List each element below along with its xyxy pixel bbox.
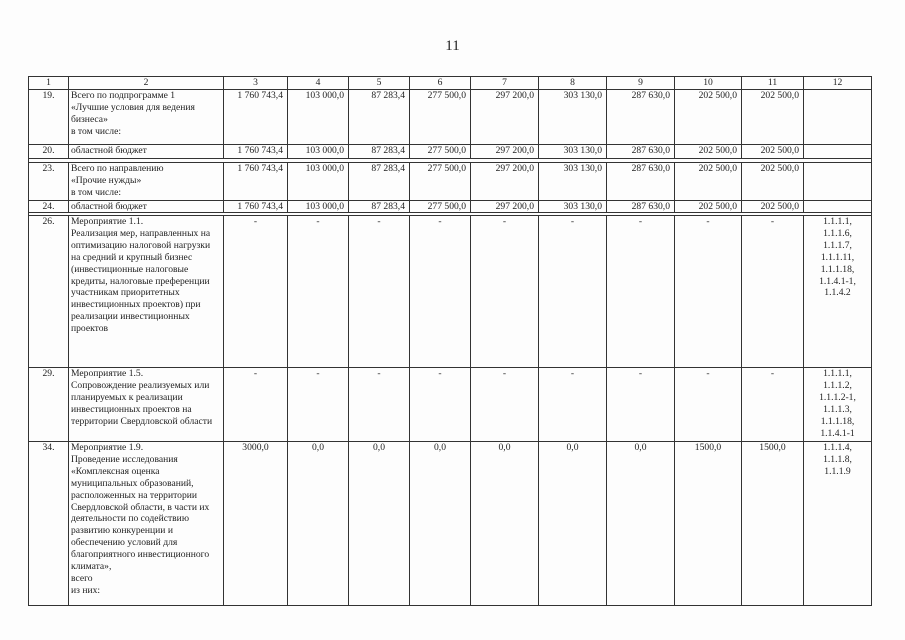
value-cell: -	[675, 368, 742, 442]
target-codes: 1.1.1.4, 1.1.1.8, 1.1.1.9	[804, 442, 872, 606]
value-cell: 0,0	[539, 442, 607, 606]
value-cell: 1500,0	[742, 442, 804, 606]
value-cell: -	[224, 216, 288, 368]
value-cell: 303 130,0	[539, 145, 607, 159]
column-header: 10	[675, 77, 742, 90]
row-number: 26.	[29, 216, 69, 368]
value-cell: -	[349, 216, 410, 368]
value-cell: 87 283,4	[349, 145, 410, 159]
value-cell: 0,0	[349, 442, 410, 606]
target-codes	[804, 145, 872, 159]
value-cell: 202 500,0	[742, 163, 804, 201]
value-cell: 0,0	[410, 442, 471, 606]
value-cell: 1 760 743,4	[224, 201, 288, 213]
budget-table	[28, 76, 872, 606]
value-cell: -	[410, 216, 471, 368]
value-cell: -	[539, 216, 607, 368]
column-header: 4	[288, 77, 349, 90]
row-number: 29.	[29, 368, 69, 442]
value-cell: 103 000,0	[288, 163, 349, 201]
row-name: Мероприятие 1.5. Сопровождение реализуемых или планируемых к реализации инвестиционных проектов на территории Свердловской области	[69, 368, 224, 442]
row-name: Всего по подпрограмме 1 «Лучшие условия для ведения бизнеса» в том числе:	[69, 90, 224, 145]
value-cell: 103 000,0	[288, 145, 349, 159]
value-cell: 287 630,0	[607, 201, 675, 213]
column-header: 2	[69, 77, 224, 90]
column-header: 5	[349, 77, 410, 90]
column-header: 1	[29, 77, 69, 90]
value-cell: 297 200,0	[471, 163, 539, 201]
value-cell: 287 630,0	[607, 90, 675, 145]
value-cell: -	[675, 216, 742, 368]
value-cell: 87 283,4	[349, 163, 410, 201]
value-cell: 87 283,4	[349, 90, 410, 145]
target-codes: 1.1.1.1, 1.1.1.6, 1.1.1.7, 1.1.1.11, 1.1.1.18, 1.1.4.1-1, 1.1.4.2	[804, 216, 872, 368]
value-cell: -	[349, 368, 410, 442]
column-header: 9	[607, 77, 675, 90]
value-cell: 202 500,0	[675, 201, 742, 213]
column-header: 6	[410, 77, 471, 90]
row-name: Всего по направлению «Прочие нужды» в том числе:	[69, 163, 224, 201]
value-cell: 303 130,0	[539, 201, 607, 213]
value-cell: -	[224, 368, 288, 442]
column-header: 3	[224, 77, 288, 90]
value-cell: 1 760 743,4	[224, 163, 288, 201]
row-number: 19.	[29, 90, 69, 145]
row-name: Мероприятие 1.9. Проведение исследования «Комплексная оценка муниципальных образований, расположенных на территории Свердловской области, в части их деятельности по содействию развитию конкуренции и обеспечению условий для благоприятного инвестиционного климата», всего из них:	[69, 442, 224, 606]
column-header: 12	[804, 77, 872, 90]
value-cell: -	[410, 368, 471, 442]
row-number: 34.	[29, 442, 69, 606]
value-cell: -	[471, 368, 539, 442]
value-cell: 287 630,0	[607, 163, 675, 201]
value-cell: 0,0	[607, 442, 675, 606]
value-cell: -	[607, 216, 675, 368]
row-number: 23.	[29, 163, 69, 201]
value-cell: 1500,0	[675, 442, 742, 606]
value-cell: 202 500,0	[675, 145, 742, 159]
column-header: 8	[539, 77, 607, 90]
row-name: Мероприятие 1.1. Реализация мер, направленных на оптимизацию налоговой нагрузки на средний и крупный бизнес (инвестиционные налоговые кредиты, налоговые преференции участникам приоритетных инвестиционных проектов) при реализации инвестиционных проектов	[69, 216, 224, 368]
value-cell: 202 500,0	[675, 163, 742, 201]
value-cell: 87 283,4	[349, 201, 410, 213]
target-codes	[804, 201, 872, 213]
value-cell: 303 130,0	[539, 90, 607, 145]
target-codes	[804, 163, 872, 201]
row-number: 20.	[29, 145, 69, 159]
value-cell: -	[742, 216, 804, 368]
value-cell: 103 000,0	[288, 90, 349, 145]
value-cell: 297 200,0	[471, 145, 539, 159]
row-number: 24.	[29, 201, 69, 213]
value-cell: 0,0	[288, 442, 349, 606]
column-header: 11	[742, 77, 804, 90]
value-cell: 202 500,0	[742, 201, 804, 213]
column-header: 7	[471, 77, 539, 90]
target-codes: 1.1.1.1, 1.1.1.2, 1.1.1.2-1, 1.1.1.3, 1.1.1.18, 1.1.4.1-1	[804, 368, 872, 442]
row-name: областной бюджет	[69, 201, 224, 213]
value-cell: 0,0	[471, 442, 539, 606]
value-cell: 202 500,0	[742, 90, 804, 145]
row-name: областной бюджет	[69, 145, 224, 159]
value-cell: 287 630,0	[607, 145, 675, 159]
value-cell: 1 760 743,4	[224, 90, 288, 145]
value-cell: 3000,0	[224, 442, 288, 606]
value-cell: -	[607, 368, 675, 442]
target-codes	[804, 90, 872, 145]
value-cell: 1 760 743,4	[224, 145, 288, 159]
value-cell: -	[471, 216, 539, 368]
value-cell: 277 500,0	[410, 163, 471, 201]
value-cell: 202 500,0	[675, 90, 742, 145]
value-cell: 303 130,0	[539, 163, 607, 201]
value-cell: -	[742, 368, 804, 442]
value-cell: 297 200,0	[471, 201, 539, 213]
value-cell: 297 200,0	[471, 90, 539, 145]
value-cell: 103 000,0	[288, 201, 349, 213]
value-cell: 277 500,0	[410, 201, 471, 213]
page-number: 11	[445, 38, 460, 54]
value-cell: 277 500,0	[410, 145, 471, 159]
value-cell: 277 500,0	[410, 90, 471, 145]
value-cell: 202 500,0	[742, 145, 804, 159]
value-cell: -	[288, 216, 349, 368]
value-cell: -	[539, 368, 607, 442]
value-cell: -	[288, 368, 349, 442]
